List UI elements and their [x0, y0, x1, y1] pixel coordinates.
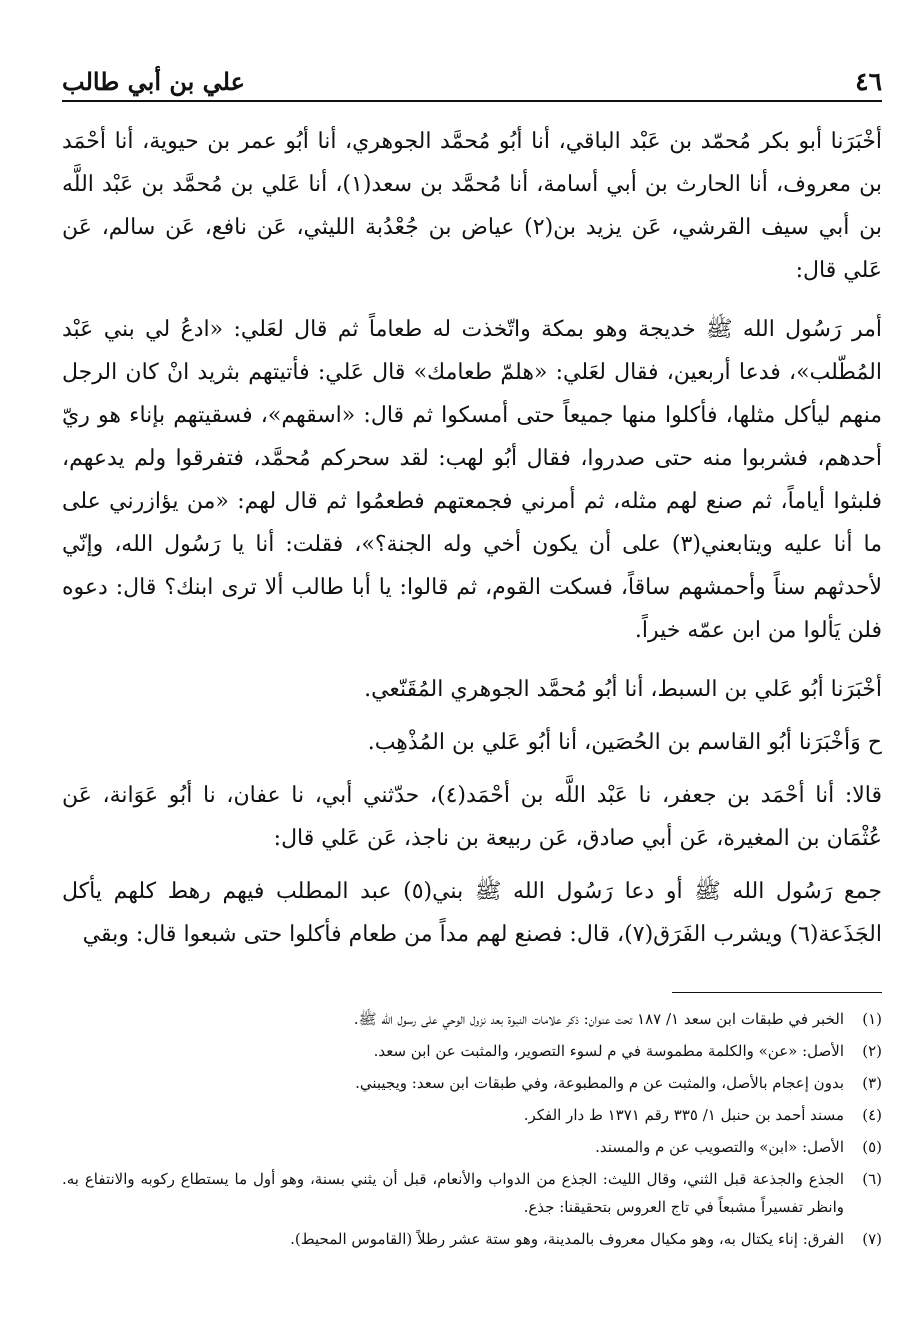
footnote-text: الأصل: «عن» والكلمة مطموسة في م لسوء التصوير، والمثبت عن ابن سعد. — [373, 1042, 844, 1060]
footnote — [62, 1069, 882, 1097]
footnote-text: بدون إعجام بالأصل، والمثبت عن م والمطبوعة، وفي طبقات ابن سعد: ويجيبني. — [355, 1074, 844, 1092]
footnote — [62, 1005, 882, 1033]
footnote-text: الفرق: إناء يكتال به، وهو مكيال معروف بالمدينة، وهو ستة عشر رطلاً (القاموس المحيط). — [290, 1230, 844, 1248]
footnote-number: (٧) — [862, 1230, 882, 1248]
footnote — [62, 1165, 882, 1221]
footnote-number: (١) — [862, 1010, 882, 1028]
footnote — [62, 1101, 882, 1129]
footnotes — [62, 1005, 882, 1253]
main-text — [62, 120, 882, 956]
footnote-text: الخبر في طبقات ابن سعد ١/ ١٨٧ تحت عنوان: ذكر علامات النبوة بعد نزول الوحي على رسول الله ﷺ. — [353, 1010, 844, 1028]
paragraph-hadith-2: جمع رَسُول الله ﷺ أو دعا رَسُول الله ﷺ بني(٥) عبد المطلب فيهم رهط كلهم يأكل الجَذَعة(٦) ويشرب الفَرَق(٧)، قال: فصنع لهم مداً من طعام فأكلوا حتى شبعوا قال: وبقي — [62, 879, 882, 947]
paragraph-hadith-1: أمر رَسُول الله ﷺ خديجة وهو بمكة واتّخذت له طعاماً ثم قال لعَلي: «ادعُ لي بني عَبْد المُطّلب»، فدعا أربعين، فقال لعَلي: «هلمّ طعامك» قال عَلي: فأتيتهم بثريد انْ كان الرجل منهم ليأكل مثلها، فأكلوا منها جميعاً حتى أمسكوا ثم قال: «اسقهم»، فسقيتهم بإناء هو ريّ أحدهم، فشربوا منه حتى صدروا، فقال أبُو لهب: لقد سحركم مُحمَّد، فتفرقوا ولم يدعهم، فلبثوا أياماً، ثم صنع لهم مثله، ثم أمرني فجمعتهم فطعمُوا ثم قال لهم: «من يؤازرني على ما أنا عليه ويتابعني(٣) على أن يكون أخي وله الجنة؟»، فقلت: أنا يا رَسُول الله، وإنّي لأحدثهم سناً وأحمشهم ساقاً، فسكت القوم، ثم قالوا: يا أبا طالب ألا ترى ابنك؟ قال: دعوه فلن يَألوا من ابن عمّه خيراً. — [62, 317, 882, 643]
footnote — [62, 1037, 882, 1065]
footnote-text: الجذع والجذعة قبل الثني، وقال الليث: الجذع من الدواب والأنعام، قبل أن يثني بسنة، وهو أول ما يستطاع ركوبه والانتفاع به. وانظر تفسيراً مشبعاً في تاج العروس بتحقيقنا: جذع. — [62, 1170, 844, 1216]
footnote-text: الأصل: «ابن» والتصويب عن م والمسند. — [595, 1138, 844, 1156]
footnote-number: (٥) — [862, 1138, 882, 1156]
paragraph-isnad-3: ح وَأخْبَرَنا أبُو القاسم بن الحُصَين، أنا أبُو عَلي بن المُذْهِب. — [367, 730, 882, 755]
footnote-text: مسند أحمد بن حنبل ١/ ٣٣٥ رقم ١٣٧١ ط دار الفكر. — [523, 1106, 844, 1124]
paragraph-isnad-4: قالا: أنا أحْمَد بن جعفر، نا عَبْد اللَّه بن أحْمَد(٤)، حدّثني أبي، نا عفان، نا أبُو عَوَانة، عَن عُثْمَان بن المغيرة، عَن أبي صادق، عَن ربيعة بن ناجذ، عَن عَلي قال: — [62, 783, 883, 851]
footnote — [62, 1225, 882, 1253]
running-title: علي بن أبي طالب — [62, 67, 245, 96]
paragraph-isnad-1: أخْبَرَنا أبو بكر مُحمّد بن عَبْد الباقي، أنا أبُو مُحمَّد الجوهري، أنا أبُو عمر بن حيوية، أنا أحْمَد بن معروف، أنا الحارث بن أبي أسامة، أنا مُحمَّد بن سعد(١)، أنا عَلي بن مُحمَّد بن عَبْد اللَّه بن أبي سيف القرشي، عَن يزيد بن(٢) عياض بن جُعْدُبة الليثي، عَن نافع، عَن سالم، عَن عَلي قال: — [62, 129, 882, 283]
footnote-divider — [672, 992, 882, 993]
footnote-number: (٤) — [862, 1106, 882, 1124]
page-number: ٤٦ — [855, 67, 882, 96]
book-page — [62, 56, 882, 1306]
paragraph-isnad-2: أخْبَرَنا أبُو عَلي بن السبط، أنا أبُو مُحمَّد الجوهري المُقَنّعي. — [364, 677, 882, 702]
footnote-number: (٦) — [862, 1170, 882, 1188]
running-head — [62, 56, 882, 102]
footnote-number: (٢) — [862, 1042, 882, 1060]
footnote-number: (٣) — [862, 1074, 882, 1092]
footnote — [62, 1133, 882, 1161]
